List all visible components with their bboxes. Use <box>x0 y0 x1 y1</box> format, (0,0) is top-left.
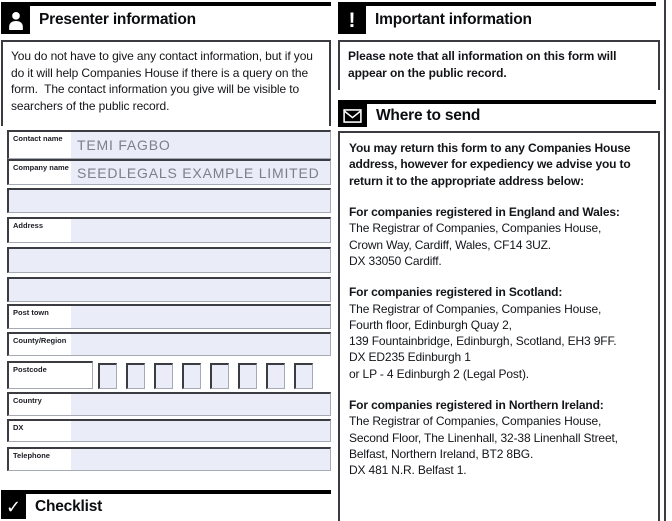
field-row-blank-1[interactable] <box>7 188 331 213</box>
presenter-fields <box>7 130 331 471</box>
field-row-post-town[interactable] <box>7 304 331 329</box>
field-row-county-region[interactable] <box>7 332 331 356</box>
address-line: DX 33050 Cardiff. <box>349 253 442 268</box>
address-line: DX 481 N.R. Belfast 1. <box>349 463 467 478</box>
presenter-section-header <box>1 6 196 34</box>
field-label-telephone: Telephone <box>9 449 71 470</box>
region-england-wales <box>349 204 649 269</box>
field-row-dx[interactable] <box>7 419 331 442</box>
check-icon: ✓ <box>1 494 26 519</box>
region-scotland <box>349 284 649 382</box>
section-title-important: Important information <box>375 11 532 28</box>
postcode-box-7[interactable] <box>266 363 285 389</box>
field-value-contact-name[interactable]: TEMI FAGBO <box>77 137 171 153</box>
address-line: The Registrar of Companies, Companies House, <box>349 414 602 429</box>
region-heading: For companies registered in England and Wales: <box>349 204 620 219</box>
field-row-country[interactable] <box>7 392 331 416</box>
postcode-box-1[interactable] <box>98 363 117 389</box>
postcode-box-8[interactable] <box>294 363 313 389</box>
address-line: Fourth floor, Edinburgh Quay 2, <box>349 317 512 332</box>
presenter-intro-text: You do not have to give any contact information, but if you do it will help Companies House if there is a query on the form. The contact information you give will be visible to searchers of the public record. <box>11 49 313 113</box>
field-label-company-name: Company name <box>9 161 71 184</box>
field-label-post-town: Post town <box>9 306 71 328</box>
field-label-contact-name: Contact name <box>9 132 71 158</box>
person-icon <box>1 6 30 34</box>
address-line: 139 Fountainbridge, Edinburgh, Scotland, EH3 9FF. <box>349 334 617 349</box>
region-northern-ireland <box>349 397 649 479</box>
where-to-send-box <box>338 131 660 521</box>
field-label-dx: DX <box>9 421 71 441</box>
postcode-box-3[interactable] <box>154 363 173 389</box>
field-label-address: Address <box>9 219 71 242</box>
address-line: or LP - 4 Edinburgh 2 (Legal Post). <box>349 366 529 381</box>
postcode-box-4[interactable] <box>182 363 201 389</box>
field-row-address[interactable] <box>7 217 331 243</box>
address-line: Second Floor, The Linenhall, 32-38 Linenhall Street, <box>349 430 618 445</box>
field-row-blank-3[interactable] <box>7 277 331 302</box>
envelope-icon <box>338 104 367 127</box>
region-heading: For companies registered in Scotland: <box>349 285 563 300</box>
postcode-box-5[interactable] <box>210 363 229 389</box>
field-row-company-name[interactable] <box>7 159 331 185</box>
important-info-text: Please note that all information on this form will appear on the public record. <box>348 49 617 80</box>
section-title-presenter: Presenter information <box>39 11 196 28</box>
page-right-edge-line <box>664 0 666 521</box>
section-title-where-to-send: Where to send <box>376 106 481 124</box>
field-label-county-region: County/Region <box>9 334 71 355</box>
field-row-blank-2[interactable] <box>7 247 331 273</box>
field-row-contact-name[interactable] <box>7 130 331 159</box>
address-line: The Registrar of Companies, Companies House, <box>349 301 602 316</box>
exclamation-icon: ! <box>338 6 366 34</box>
address-line: Crown Way, Cardiff, Wales, CF14 3UZ. <box>349 237 551 252</box>
field-row-postcode[interactable] <box>7 361 331 391</box>
field-label-postcode: Postcode <box>7 361 93 389</box>
important-info-box <box>338 40 660 90</box>
field-row-telephone[interactable] <box>7 447 331 471</box>
where-to-send-section-header <box>338 104 480 127</box>
region-heading: For companies registered in Northern Ireland: <box>349 398 604 413</box>
postcode-boxes <box>98 361 313 389</box>
postcode-box-2[interactable] <box>126 363 145 389</box>
presenter-intro-box <box>1 40 331 126</box>
postcode-box-6[interactable] <box>238 363 257 389</box>
checklist-section-header <box>1 494 102 519</box>
important-section-header <box>338 6 532 34</box>
section-title-checklist: Checklist <box>35 497 103 515</box>
address-line: DX ED235 Edinburgh 1 <box>349 350 471 365</box>
where-to-send-intro: You may return this form to any Companies House address, however for expediency we advise you to return it to the appropriate address below: <box>349 141 631 188</box>
field-value-company-name[interactable]: SEEDLEGALS EXAMPLE LIMITED <box>77 164 320 181</box>
address-line: Belfast, Northern Ireland, BT2 8BG. <box>349 447 534 461</box>
address-line: The Registrar of Companies, Companies House, <box>349 221 602 236</box>
field-label-country: Country <box>9 394 71 415</box>
